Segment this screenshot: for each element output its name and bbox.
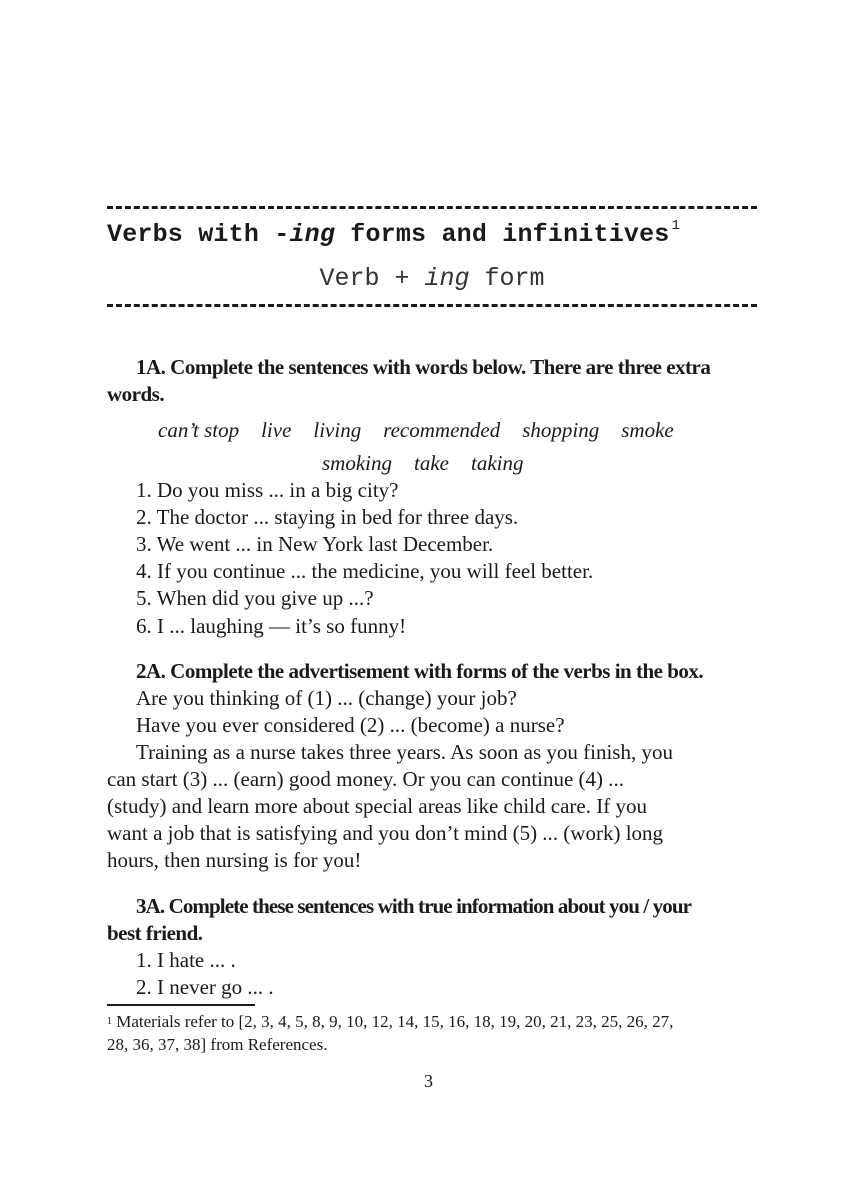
footnote-rule [107, 1004, 255, 1006]
page-number: 3 [424, 1071, 433, 1091]
exercise-1-item: 2. The doctor ... staying in bed for three days. [136, 505, 519, 529]
exercise-3-heading: 3A. Complete these sentences with true information about you / your [136, 894, 692, 918]
title-footnote-mark: 1 [671, 218, 681, 234]
word-bank-row-2 [322, 451, 523, 476]
word-bank-item: recommended [383, 418, 501, 442]
word-bank-item: live [261, 418, 292, 442]
exercise-2-line: Are you thinking of (1) ... (change) your job? [136, 686, 517, 710]
page-subtitle: Verb + ing form [319, 264, 545, 293]
page-title: Verbs with -ing forms and infinitives $^1$ [107, 218, 681, 249]
exercise-1-item: 5. When did you give up ...? [136, 586, 374, 610]
exercise-1-item: 1. Do you miss ... in a big city? [136, 478, 399, 502]
word-bank-item: take [414, 451, 449, 475]
exercise-3-item: 2. I never go ... . [136, 975, 274, 999]
top-dashed-divider [107, 206, 757, 209]
exercise-2-line: Have you ever considered (2) ... (become) a nurse? [136, 713, 565, 737]
word-bank-item: shopping [522, 418, 600, 442]
exercise-1-heading-cont: words. [107, 382, 165, 406]
word-bank-row-1 [158, 418, 674, 443]
exercise-1-item: 6. I ... laughing — it’s so funny! [136, 614, 407, 638]
footnote-line: $^1$ Materials refer to [2, 3, 4, 5, 8, 9, 10, 12, 14, 15, 16, 18, 19, 20, 21, 23, 25, 26, 27, [107, 1012, 674, 1031]
exercise-3-heading-cont: best friend. [107, 921, 203, 945]
exercise-2-line: (study) and learn more about special areas like child care. If you [107, 794, 647, 818]
exercise-1-item: 4. If you continue ... the medicine, you will feel better. [136, 559, 594, 583]
exercise-2-line: Training as a nurse takes three years. As soon as you finish, you [136, 740, 673, 764]
bottom-dashed-divider [107, 304, 757, 307]
word-bank-item: can’t stop [158, 418, 240, 442]
exercise-3-item: 1. I hate ... . [136, 948, 236, 972]
footnote-line-cont: 28, 36, 37, 38] from References. [107, 1035, 328, 1054]
exercise-2-line: hours, then nursing is for you! [107, 848, 362, 872]
word-bank-item: smoking [322, 451, 392, 475]
exercise-2-line: can start (3) ... (earn) good money. Or you can continue (4) ... [107, 767, 625, 791]
word-bank-item: living [313, 418, 362, 442]
word-bank-item: taking [470, 451, 524, 475]
exercise-1-item: 3. We went ... in New York last December. [136, 532, 494, 556]
exercise-1-heading: 1A. Complete the sentences with words below. There are three extra [136, 355, 711, 379]
word-bank-item: smoke [621, 418, 674, 442]
footnote-mark: 1 [107, 1016, 112, 1027]
exercise-2-heading: 2A. Complete the advertisement with forms of the verbs in the box. [136, 659, 704, 683]
exercise-2-line: want a job that is satisfying and you don’t mind (5) ... (work) long [107, 821, 664, 845]
